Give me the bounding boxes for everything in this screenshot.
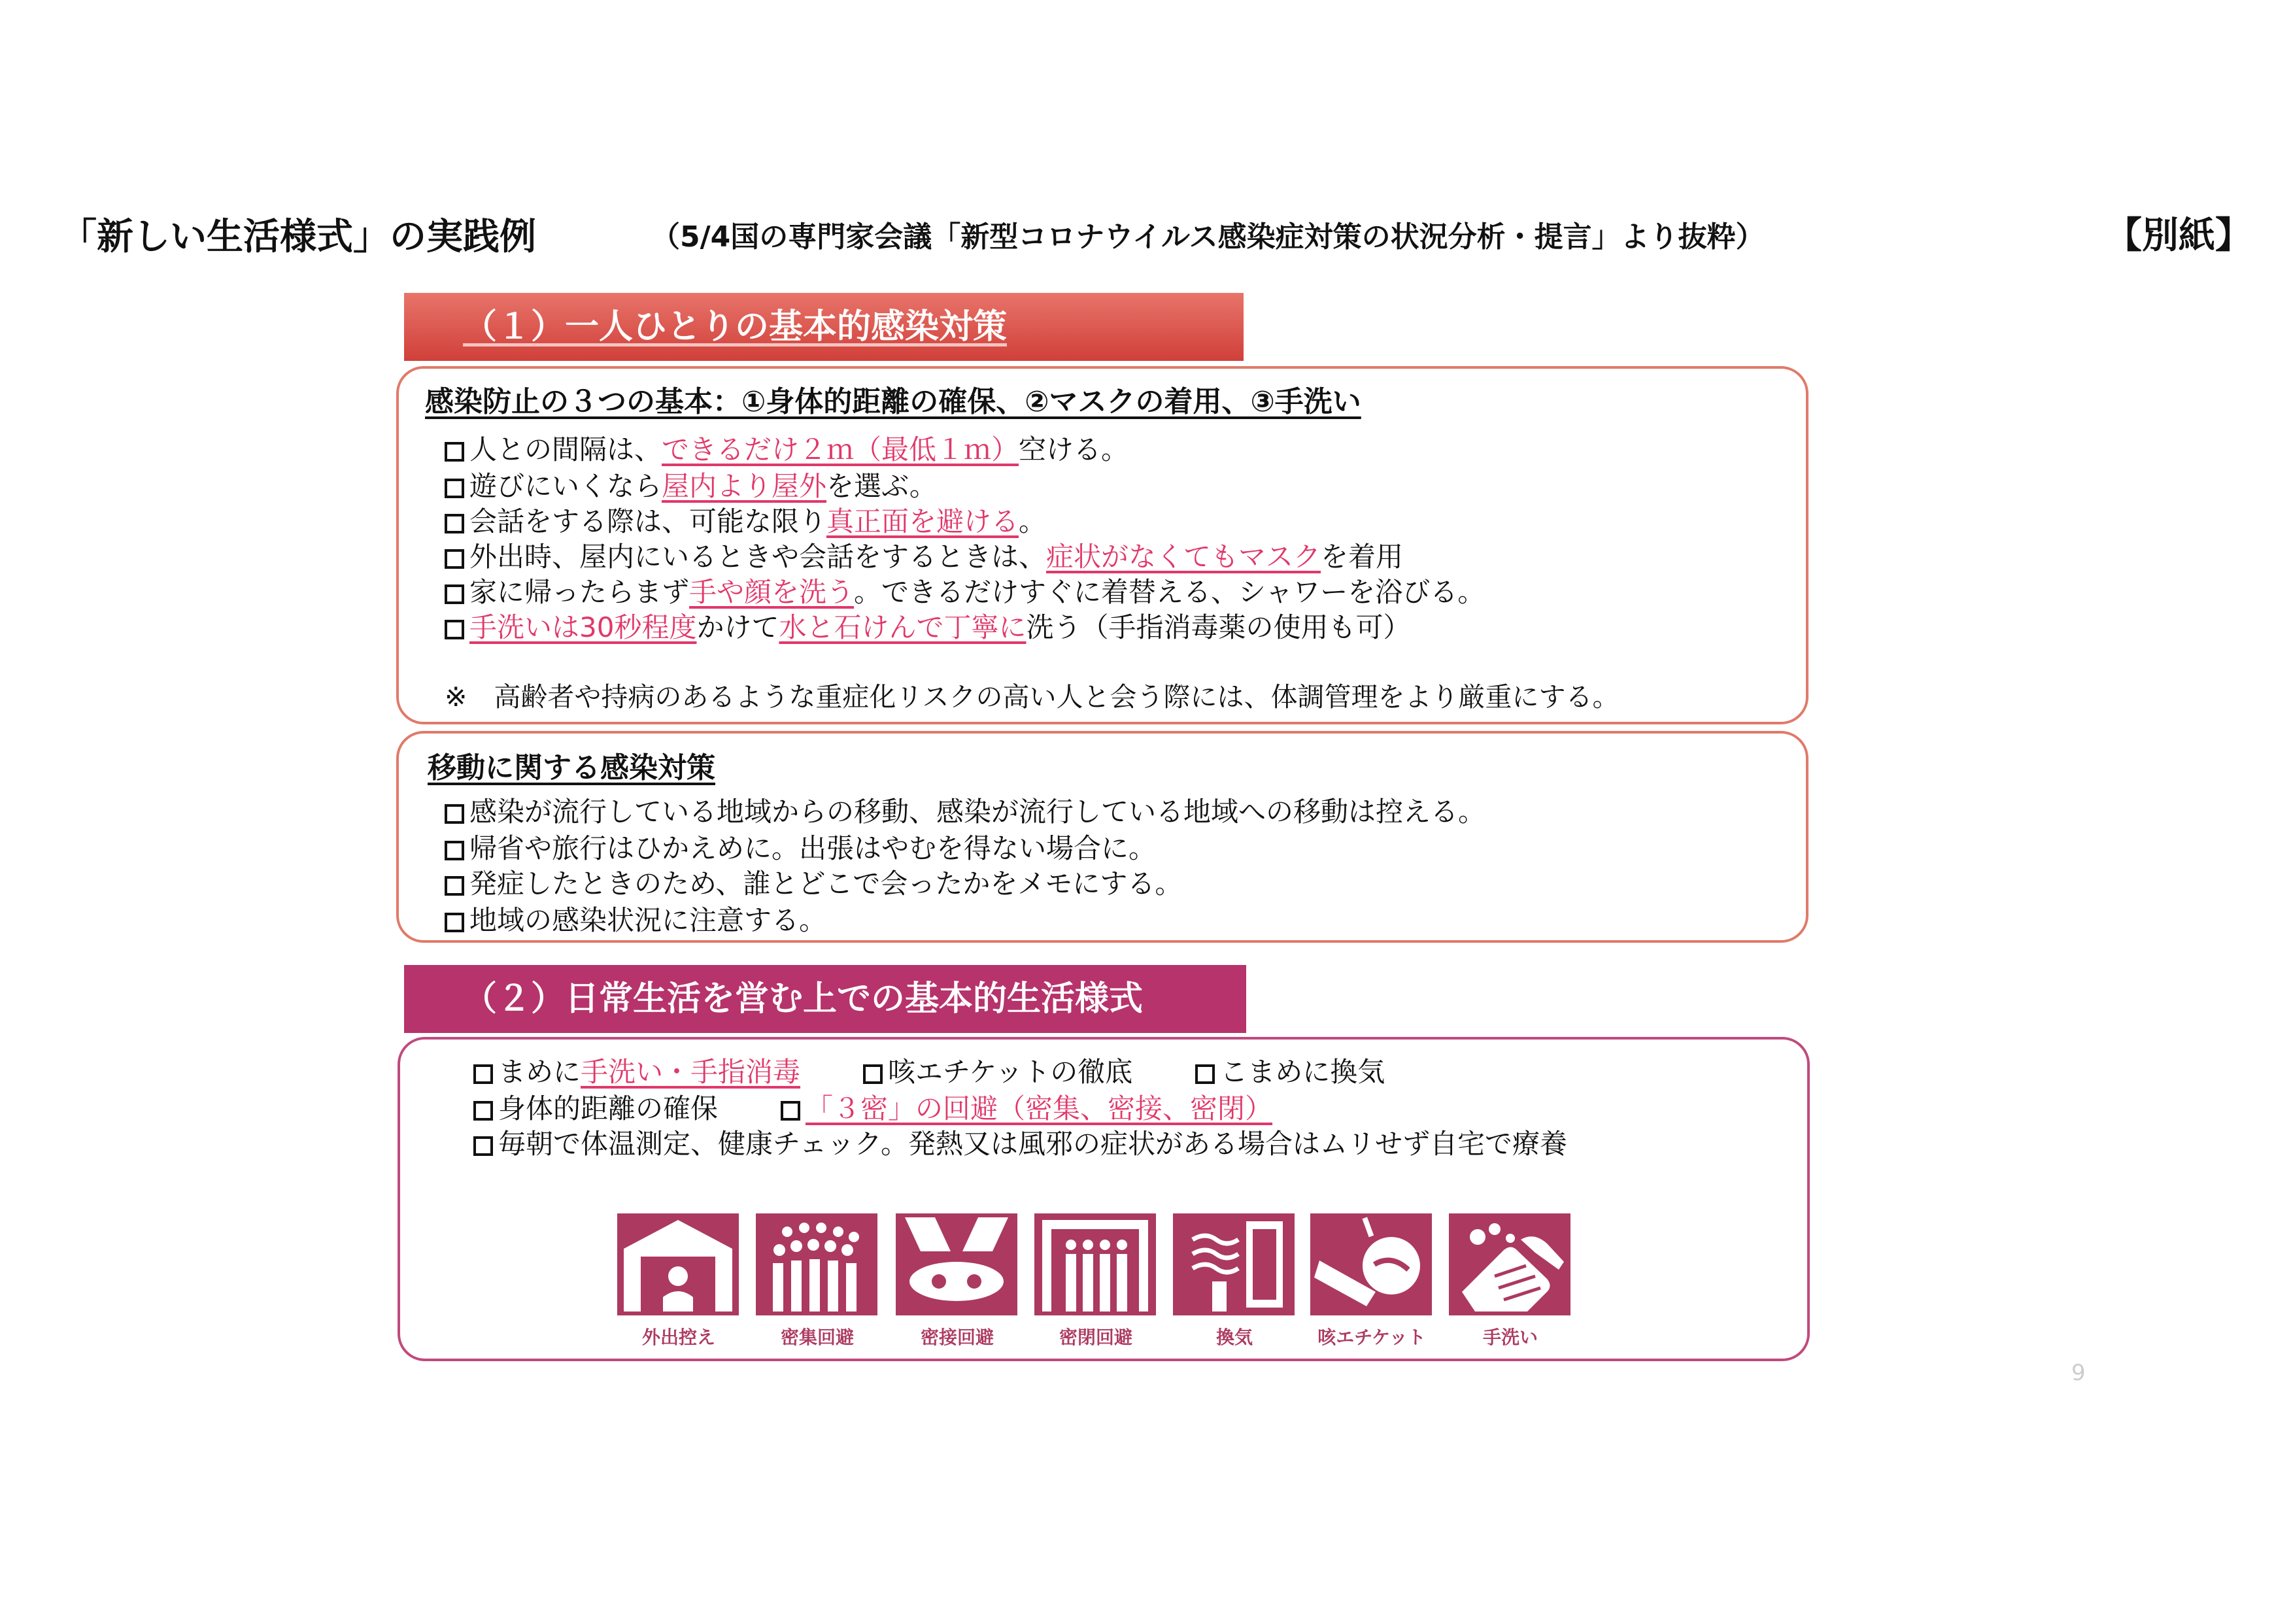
cough-etiquette-icon xyxy=(1310,1213,1432,1315)
checkbox-icon xyxy=(445,479,464,498)
basics-item: 遊びにいくなら屋内より屋外を選ぶ。 xyxy=(445,468,937,505)
basics-item: 手洗いは30秒程度かけて水と石けんで丁寧に洗う（手指消毒薬の使用も可） xyxy=(445,609,1411,646)
icon-label: 密接回避 xyxy=(920,1327,994,1348)
checkbox-icon xyxy=(445,549,464,569)
section1-band xyxy=(404,293,1244,361)
lifestyle-row: 毎朝で体温測定、健康チェック。発熱又は風邪の症状がある場合はムリせず自宅で療養 xyxy=(473,1126,1567,1162)
basics-item: 人との間隔は、できるだけ２ｍ（最低１ｍ）空ける。 xyxy=(445,431,1129,468)
travel-item: 地域の感染状況に注意する。 xyxy=(445,902,826,939)
checkbox-icon xyxy=(473,1064,493,1084)
checkbox-icon xyxy=(445,841,464,860)
lifestyle-row: まめに手洗い・手指消毒 咳エチケットの徹底 こまめに換気 xyxy=(473,1054,1385,1091)
handwash-icon xyxy=(1449,1213,1570,1315)
checkbox-icon xyxy=(445,913,464,932)
checkbox-icon xyxy=(445,442,464,462)
page-title: 「新しい生活様式」の実践例 xyxy=(60,216,536,258)
icon-label: 手洗い xyxy=(1482,1327,1538,1348)
checkbox-icon xyxy=(863,1064,883,1084)
basics-note: ※ 高齢者や持病のあるような重症化リスクの高い人と会う際には、体調管理をより厳重にする。 xyxy=(445,681,1620,713)
ventilation-icon xyxy=(1173,1213,1295,1315)
travel-item: 感染が流行している地域からの移動、感染が流行している地域への移動は控える。 xyxy=(445,794,1485,830)
travel-item: 発症したときのため、誰とどこで会ったかをメモにする。 xyxy=(445,866,1182,902)
checkbox-icon xyxy=(473,1136,493,1156)
basics-item: 会話をする際は、可能な限り真正面を避ける。 xyxy=(445,503,1046,540)
icon-label: 換気 xyxy=(1215,1327,1253,1348)
checkbox-icon xyxy=(445,876,464,896)
icon-label: 密集回避 xyxy=(780,1327,854,1348)
page-number: 9 xyxy=(2071,1360,2086,1386)
checkbox-icon xyxy=(473,1101,493,1121)
travel-heading: 移動に関する感染対策 xyxy=(428,751,715,785)
crowd-icon xyxy=(756,1213,877,1315)
checkbox-icon xyxy=(445,620,464,639)
page-subtitle: （5/4国の専門家会議「新型コロナウイルス感染症対策の状況分析・提言」より抜粋） xyxy=(651,220,1765,254)
annex-label: 【別紙】 xyxy=(2105,214,2252,257)
basics-item: 家に帰ったらまず手や顔を洗う。できるだけすぐに着替える、シャワーを浴びる。 xyxy=(445,574,1485,611)
checkbox-icon xyxy=(1195,1064,1215,1084)
basics-item: 外出時、屋内にいるときや会話をするときは、症状がなくてもマスクを着用 xyxy=(445,539,1403,575)
icon-label: 密閉回避 xyxy=(1059,1327,1132,1348)
closed-space-icon xyxy=(1034,1213,1156,1315)
checkbox-icon xyxy=(445,804,464,824)
checkbox-icon xyxy=(445,514,464,533)
basics-heading: 感染防止の３つの基本：①身体的距離の確保、②マスクの着用、③手洗い xyxy=(425,385,1361,418)
travel-item: 帰省や旅行はひかえめに。出張はやむを得ない場合に。 xyxy=(445,830,1156,867)
section1-band-label: （１）一人ひとりの基本的感染対策 xyxy=(463,307,1008,347)
close-contact-icon xyxy=(896,1213,1017,1315)
section2-band: （２）日常生活を営む上での基本的生活様式 xyxy=(404,965,1246,1033)
icon-label: 咳エチケット xyxy=(1317,1327,1426,1348)
icon-label: 外出控え xyxy=(641,1327,715,1348)
lifestyle-row: 身体的距離の確保 「３密」の回避（密集、密接、密閉） xyxy=(473,1091,1272,1127)
checkbox-icon xyxy=(445,584,464,604)
stay-home-icon xyxy=(617,1213,739,1315)
checkbox-icon xyxy=(781,1101,800,1121)
